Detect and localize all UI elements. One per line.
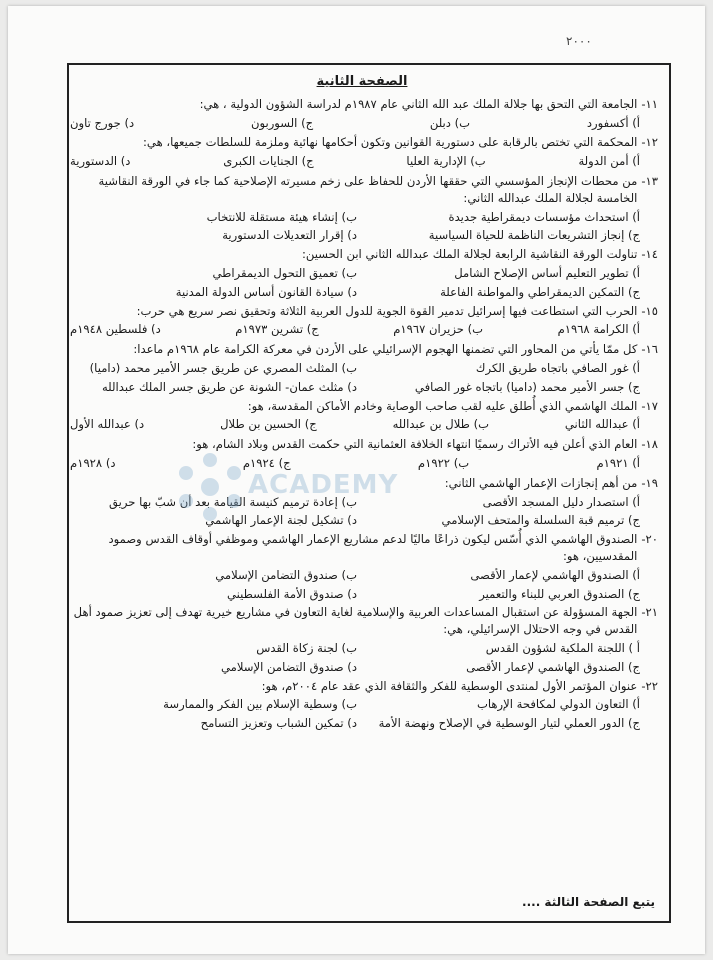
answer-option: د) صندوق التضامن الإسلامي [221,659,357,674]
answer-options [66,358,658,398]
question-stem [66,398,658,415]
question-stem [66,96,658,113]
answer-option: أ) أمن الدولة [578,154,640,169]
answer-option: د) ١٩٢٨م [70,455,116,470]
question-text: الصندوق الهاشمي الذي أُسّس ليكون ذراعًا ماليًا لدعم مشاريع الإعمار الهاشمي وموظفي أوقاف القدس وصمود المقدسيين، هو: [108,532,638,563]
answer-option: د) مثلث عمان- الشونة عن طريق جسر الملك عبدالله [101,379,357,394]
answer-option: د) تمكين الشباب وتعزيز التسامح [200,716,357,731]
question-stem [66,173,658,207]
question-item [66,96,658,135]
question-stem [66,678,658,695]
answer-option: ب) طلال بن عبدالله [392,417,490,432]
answer-option: د) عبدالله الأول [70,417,145,432]
question-number: ١٣- [641,174,658,189]
answer-option: ج) الصندوق الهاشمي لإعمار الأقصى [466,659,640,674]
question-item [66,678,658,734]
question-text: تناولت الورقة النقاشية الرابعة لجلالة الملك عبدالله الثاني ابن الحسين: [302,247,638,262]
page-mark: ٢٠٠٠ [566,34,592,48]
answer-option: د) جورج تاون [70,115,135,130]
answer-option: ب) صندوق التضامن الإسلامي [215,567,357,582]
answer-option: د) تشكيل لجنة الإعمار الهاشمي [205,513,357,528]
question-stem [66,341,658,358]
question-number: ٢٠- [641,532,658,547]
answer-option: ب) ١٩٢٢م [417,455,470,470]
question-text: من أهم إنجازات الإعمار الهاشمي الثاني: [444,475,638,490]
answer-option: ب) وسطية الإسلام بين الفكر والممارسة [163,697,357,712]
answer-option: ج) إنجاز التشريعات الناظمة للحياة السياسية [428,228,640,243]
answer-option: ب) لجنة زكاة القدس [256,640,357,655]
answer-option: أ) تطوير التعليم أساس الإصلاح الشامل [454,266,640,281]
answer-options [66,565,658,605]
answer-option: ج) الجنايات الكبرى [223,154,314,169]
answer-option: د) سيادة القانون أساس الدولة المدنية [175,284,357,299]
question-number: ١٦- [641,342,658,357]
answer-options [66,319,658,341]
answer-option: أ) استحداث مؤسسات ديمقراطية جديدة [448,209,640,224]
answer-option: ب) إعادة ترميم كنيسة القيامة بعد أن شبّ بها حريق [108,494,357,509]
question-item [66,303,658,342]
continue-footer: يتبع الصفحة الثالثة .... [522,895,655,909]
question-stem [66,436,658,453]
answer-option: أ) ١٩٢١م [596,455,640,470]
question-text: كل ممّا يأتي من المحاور التي تضمنها الهجوم الإسرائيلي على الأردن في معركة الكرامة عام ١٩٦٨م ماعدا: [133,342,638,357]
answer-option: أ) استصدار دليل المسجد الأقصى [482,494,640,509]
answer-options [66,263,658,303]
question-number: ١٧- [641,398,658,413]
question-text: الحرب التي استطاعت فيها إسرائيل تدمير القوة الجوية للدول العربية الثلاثة وتحقيق نصر سريع هي حرب: [136,303,638,318]
answer-options [66,694,658,734]
question-text: عنوان المؤتمر الأول لمنتدى الوسطية للفكر والثقافة الذي عقد عام ٢٠٠٤م، هو: [261,678,638,693]
question-number: ١٨- [641,437,658,452]
answer-option: ب) تعميق التحول الديمقراطي [212,266,357,281]
question-stem [66,604,658,638]
answer-option: أ) الكرامة ١٩٦٨م [557,322,640,337]
question-number: ١١- [641,96,658,111]
answer-option: ج) الدور العملي لتيار الوسطية في الإصلاح ونهضة الأمة [378,716,640,731]
answer-option: ج) ترميم قبة السلسلة والمتحف الإسلامي [441,513,640,528]
watermark-text: ACADEMY [248,470,399,500]
answer-option: ج) الصندوق العربي للبناء والتعمير [479,586,640,601]
question-stem [66,134,658,151]
answer-option: أ ) اللجنة الملكية لشؤون القدس [485,640,640,655]
question-number: ١٢- [641,135,658,150]
answer-options [66,151,658,173]
question-number: ١٤- [641,247,658,262]
answer-option: د) الدستورية [70,154,131,169]
page-title: الصفحة الثانية [316,74,408,89]
question-list [66,96,658,734]
question-item [66,246,658,302]
answer-option: أ) أكسفورد [586,115,640,130]
question-number: ١٥- [641,303,658,318]
answer-option: د) فلسطين ١٩٤٨م [70,322,161,337]
question-number: ١٩- [641,475,658,490]
question-number: ٢٢- [641,678,658,693]
answer-option: ج) جسر الأمير محمد (داميا) باتجاه غور الصافي [414,379,640,394]
question-stem [66,246,658,263]
answer-option: ج) التمكين الديمقراطي والمواطنة الفاعلة [440,284,640,299]
answer-option: ب) دبلن [429,115,471,130]
question-stem [66,475,658,492]
answer-options [66,113,658,135]
answer-options [66,453,658,475]
answer-option: أ) التعاون الدولي لمكافحة الإرهاب [476,697,640,712]
question-item [66,173,658,246]
answer-option: ب) حزيران ١٩٦٧م [393,322,484,337]
answer-option: ب) المثلث المصري عن طريق جسر الأمير محمد (داميا) [89,361,357,375]
answer-option: ج) ١٩٢٤م [242,455,291,470]
question-text: الجهة المسؤولة عن استقبال المساعدات العربية والإسلامية لغاية التعاون في مشاريع خيرية تهدف إلى تعزيز صمود أهل القدس في وجه الاحتلال الإسرائيلي، هي: [73,605,638,637]
question-item [66,134,658,173]
answer-option: أ) عبدالله الثاني [564,417,640,432]
question-stem [66,531,658,565]
question-item [66,436,658,475]
answer-options [66,492,658,532]
question-item [66,341,658,397]
question-item [66,531,658,604]
answer-option: أ) غور الصافي باتجاه طريق الكرك [475,361,640,375]
answer-options [66,638,658,678]
question-text: الجامعة التي التحق بها جلالة الملك عبد الله الثاني عام ١٩٨٧م لدراسة الشؤون الدولية ، هي: [199,96,638,111]
answer-option: د) إقرار التعديلات الدستورية [222,228,357,243]
answer-option: ج) الحسين بن طلال [220,417,317,432]
question-item [66,604,658,677]
question-text: الملك الهاشمي الذي أُطلق عليه لقب صاحب الوصاية وخادم الأماكن المقدسة، هو: [247,398,638,413]
question-text: العام الذي أعلن فيه الأتراك رسميًا انتهاء الخلافة العثمانية التي حكمت القدس وبلاد الشام، هو: [192,437,638,452]
question-item [66,398,658,437]
answer-option: ج) السوربون [250,115,314,130]
answer-option: ب) الإدارية العليا [406,154,486,169]
answer-options [66,207,658,247]
question-text: المحكمة التي تختص بالرقابة على دستورية القوانين وتكون أحكامها نهائية وملزمة للسلطات جميعها، هي: [143,135,638,150]
question-stem [66,303,658,320]
answer-option: ب) إنشاء هيئة مستقلة للانتخاب [206,209,357,224]
answer-option: أ) الصندوق الهاشمي لإعمار الأقصى [470,567,640,582]
question-number: ٢١- [641,605,658,620]
question-text: من محطات الإنجاز المؤسسي التي حققها الأردن للحفاظ على زخم مسيرته الإصلاحية كما جاء في الورقة النقاشية الخامسة لجلالة الملك عبدالله الثاني: [98,174,638,205]
answer-options [66,414,658,436]
answer-option: ج) تشرين ١٩٧٣م [235,322,319,337]
exam-content [66,62,658,734]
question-item [66,475,658,531]
answer-option: د) صندوق الأمة الفلسطيني [227,586,357,601]
